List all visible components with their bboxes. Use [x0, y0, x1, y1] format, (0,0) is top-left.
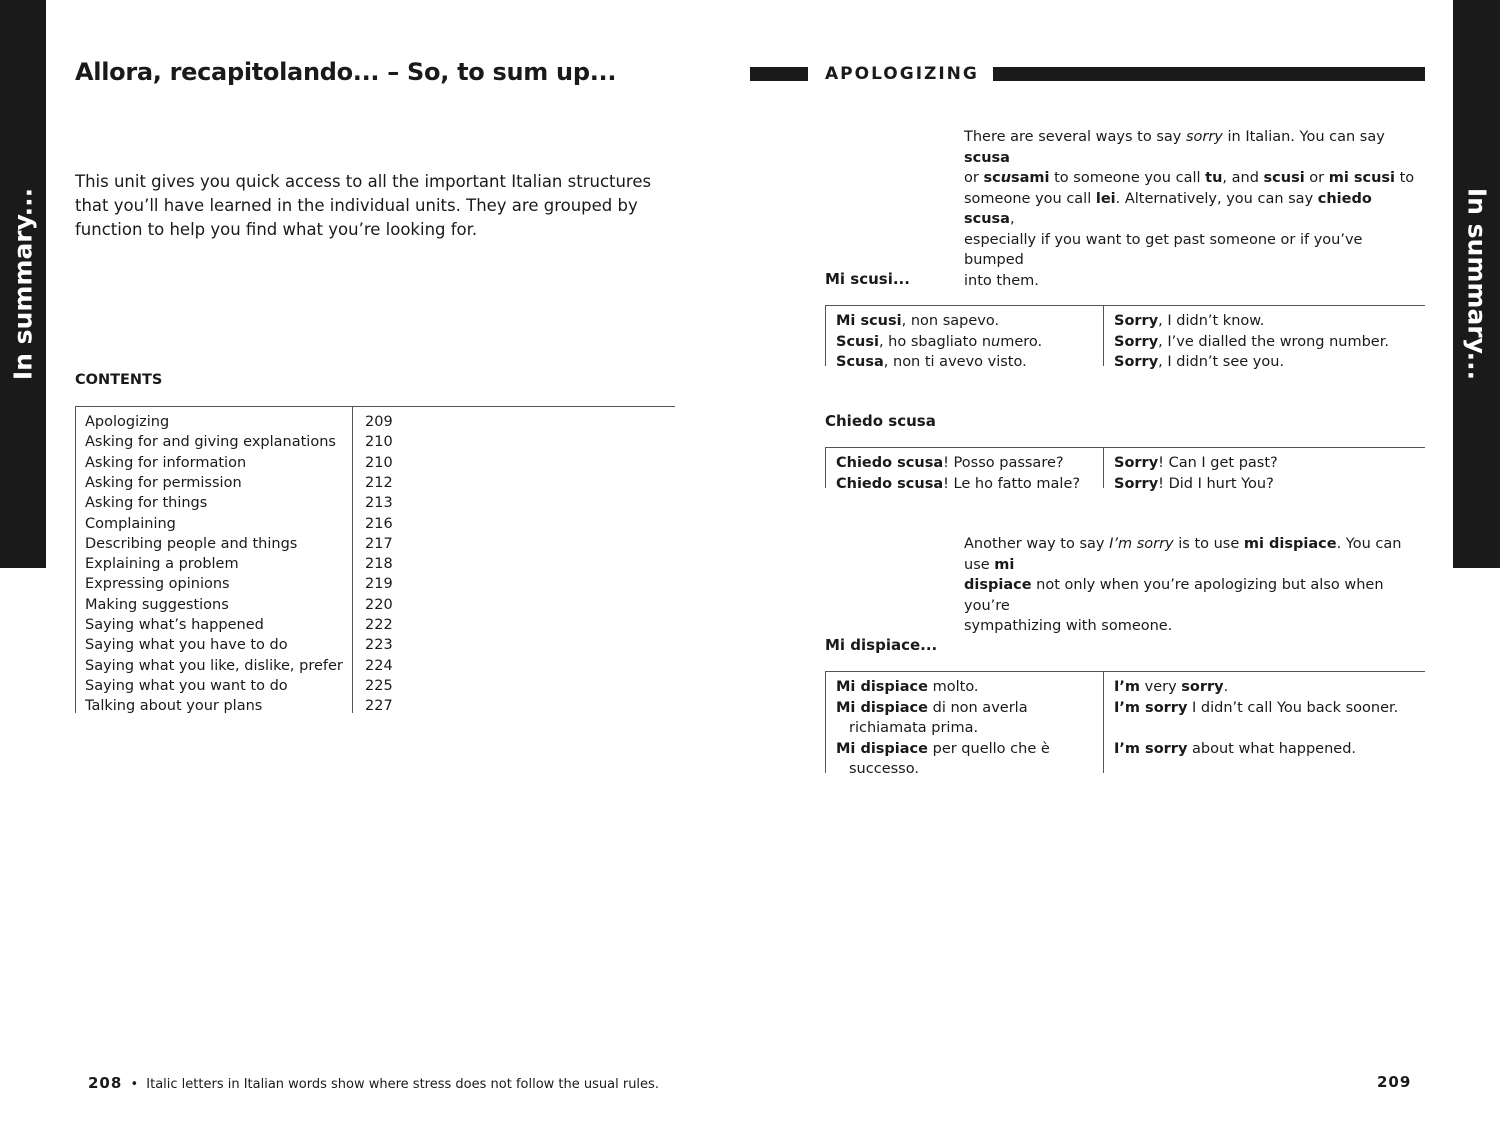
contents-page-number: 225 [365, 677, 393, 694]
intro-paragraph-apologizing: There are several ways to say sorry in Italian. You can say scusa or scusami to someone you call tu, and scusi or mi scusi to someone you call lei. Alternatively, you can say chiedo scusa, especially if you want to get past someone or if you’ve bumped into them. [964, 129, 1415, 289]
contents-row [75, 635, 675, 655]
contents-topic: Complaining [85, 515, 176, 532]
example-italian-continuation: richiamata prima. [849, 720, 979, 736]
contents-topic: Making suggestions [85, 596, 229, 613]
side-tab-right [1453, 0, 1500, 568]
contents-row [75, 554, 675, 574]
example-italian: Chiedo scusa! Le ho fatto male? [836, 475, 1081, 492]
contents-page-number: 227 [365, 698, 393, 715]
contents-heading: CONTENTS [75, 372, 163, 388]
contents-page-number: 223 [365, 637, 393, 654]
intro-paragraph: This unit gives you quick access to all the important Italian structures that you’ll have learned in the individual units. They are grouped by function to help you find what you’re looking for. [75, 172, 652, 239]
contents-topic: Saying what you want to do [85, 677, 288, 694]
contents-page-number: 216 [365, 515, 393, 532]
contents-topic: Asking for things [85, 495, 208, 512]
example-table-chiedo-scusa [825, 447, 1425, 492]
contents-row [75, 595, 675, 615]
example-english: Sorry, I’ve dialled the wrong number. [1114, 333, 1389, 350]
contents-topic: Asking for and giving explanations [85, 434, 336, 451]
contents-row [75, 574, 675, 594]
contents-row [75, 473, 675, 493]
footnote-text: Italic letters in Italian words show where stress does not follow the usual rules. [146, 1077, 659, 1092]
contents-row [75, 493, 675, 513]
contents-topic: Saying what’s happened [85, 617, 264, 633]
example-english: Sorry, I didn’t know. [1114, 313, 1265, 329]
contents-row [75, 453, 675, 473]
contents-row [75, 676, 675, 696]
contents-topic: Describing people and things [85, 535, 298, 552]
example-italian: Chiedo scusa! Posso passare? [836, 455, 1064, 471]
contents-row [75, 534, 675, 554]
contents-topic: Saying what you have to do [85, 637, 288, 654]
contents-topic: Saying what you like, dislike, prefer [85, 657, 343, 674]
example-italian: Mi scusi, non sapevo. [836, 313, 1000, 329]
side-tab-label: In summary... [1462, 187, 1491, 381]
contents-topic: Apologizing [85, 414, 170, 430]
contents-topic: Asking for permission [85, 474, 242, 491]
contents-page-number: 209 [365, 414, 393, 430]
contents-page-number: 210 [365, 454, 393, 471]
example-italian: Scusi, ho sbagliato numero. [836, 333, 1043, 350]
example-table-mi-dispiace [825, 671, 1425, 777]
section-bar-right [993, 67, 1425, 81]
contents-table [75, 406, 675, 713]
contents-row [75, 432, 675, 452]
example-italian: Mi dispiace di non averla [836, 699, 1028, 716]
page-number: 208 [88, 1074, 123, 1092]
subheading-mi-scusi: Mi scusi... [825, 270, 910, 288]
contents-topic: Talking about your plans [85, 698, 263, 715]
contents-row [75, 696, 675, 716]
contents-row [75, 656, 675, 676]
example-english: I’m sorry about what happened. [1114, 740, 1357, 757]
contents-row [75, 412, 675, 432]
page-title: Allora, recapitolando... – So, to sum up... [75, 58, 617, 86]
example-italian: Mi dispiace per quello che è [836, 740, 1050, 757]
contents-page-number: 220 [365, 596, 393, 613]
contents-page-number: 212 [365, 474, 393, 491]
side-tab-left [0, 0, 46, 568]
section-title: APOLOGIZING [825, 64, 979, 84]
footnote [88, 1074, 659, 1092]
subheading-chiedo-scusa: Chiedo scusa [825, 412, 936, 430]
example-italian: Mi dispiace molto. [836, 679, 979, 695]
contents-topic: Explaining a problem [85, 556, 239, 573]
contents-page-number: 213 [365, 495, 393, 512]
example-english: I’m sorry I didn’t call You back sooner. [1114, 699, 1399, 716]
contents-topic: Expressing opinions [85, 576, 230, 593]
page-number: 209 [1377, 1073, 1412, 1091]
example-english: Sorry! Did I hurt You? [1114, 475, 1274, 492]
mi-dispiace-paragraph: Another way to say I’m sorry is to use mi dispiace. You can use mi dispiace not only when you’re apologizing but also when you’re sympathizing with someone. [964, 536, 1402, 634]
example-italian: Scusa, non ti avevo visto. [836, 354, 1027, 370]
side-tab-label: In summary... [8, 187, 38, 381]
contents-row [75, 615, 675, 635]
section-bar-left [750, 67, 808, 81]
example-english: Sorry, I didn’t see you. [1114, 354, 1285, 370]
contents-page-number: 218 [365, 556, 393, 573]
contents-page-number: 222 [365, 617, 393, 633]
contents-page-number: 210 [365, 434, 393, 451]
example-table-mi-scusi [825, 305, 1425, 370]
contents-page-number: 219 [365, 576, 393, 593]
contents-page-number: 217 [365, 535, 393, 552]
example-italian-continuation: successo. [849, 761, 919, 777]
subheading-mi-dispiace: Mi dispiace... [825, 636, 938, 654]
contents-topic: Asking for information [85, 454, 247, 471]
contents-page-number: 224 [365, 657, 393, 674]
example-english: I’m very sorry. [1114, 679, 1229, 695]
contents-row [75, 514, 675, 534]
example-english: Sorry! Can I get past? [1114, 455, 1278, 471]
bullet: • [130, 1077, 139, 1092]
